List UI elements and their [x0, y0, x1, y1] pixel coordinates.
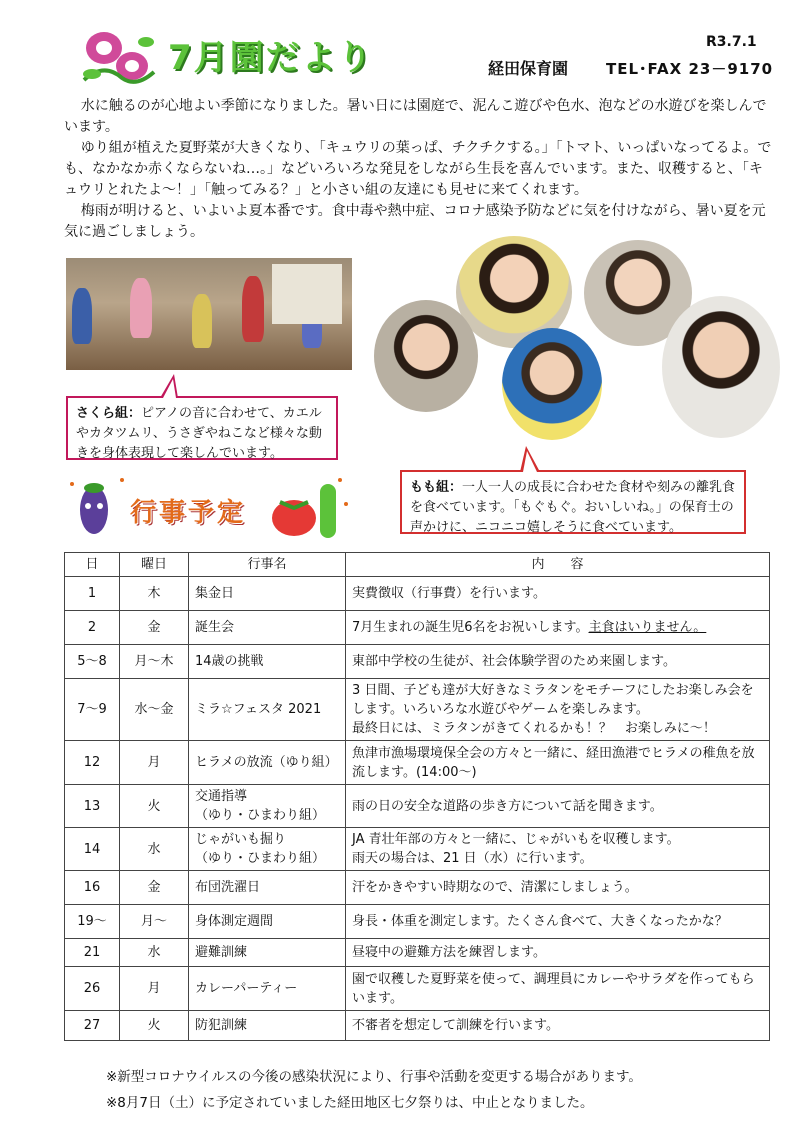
cell-day: 19～ [65, 905, 120, 939]
cell-event-name [189, 1011, 346, 1041]
momo-bubble-tail-inner [523, 451, 537, 472]
cell-content [346, 871, 770, 905]
header-content: 内 容 [346, 553, 770, 577]
morning-glory-logo-icon [74, 22, 164, 88]
event-name-line: 布団洗濯日 [195, 880, 261, 895]
page-title: 7月園だより [168, 38, 374, 78]
event-name-line: 身体測定週間 [195, 914, 274, 929]
header-day: 日 [65, 553, 120, 577]
content-line: 園で収穫した夏野菜を使って、調理員にカレーやサラダを作ってもらいます。 [352, 971, 755, 1006]
event-name-line: カレーパーティー [195, 981, 298, 996]
cell-content [346, 939, 770, 967]
event-name-line: （ゆり・ひまわり組） [195, 851, 326, 866]
cell-content [346, 679, 770, 741]
cell-weekday: 水 [120, 828, 189, 871]
momo-label: もも組： [410, 480, 463, 495]
content-line: 東部中学校の生徒が、社会体験学習のため来園します。 [352, 654, 676, 669]
cell-content [346, 967, 770, 1011]
cell-day: 2 [65, 611, 120, 645]
cell-content [346, 611, 770, 645]
event-name-line: ヒラメの放流（ゆり組） [195, 755, 338, 770]
cell-event-name [189, 679, 346, 741]
cell-weekday: 火 [120, 1011, 189, 1041]
table-row [65, 611, 770, 645]
table-row [65, 645, 770, 679]
momo-child-photo [374, 300, 478, 412]
cell-weekday: 金 [120, 871, 189, 905]
school-name: 経田保育園 [488, 59, 569, 78]
cell-day: 7～9 [65, 679, 120, 741]
content-line: 不審者を想定して訓練を行います。 [352, 1018, 559, 1033]
table-row [65, 905, 770, 939]
cell-day: 5～8 [65, 645, 120, 679]
banner-title: 行事予定 [130, 498, 247, 528]
sakura-caption [66, 396, 338, 460]
event-name-line: 14歳の挑戦 [195, 654, 264, 669]
table-row [65, 785, 770, 828]
cell-day: 12 [65, 741, 120, 785]
momo-child-photo [502, 328, 602, 440]
content-line: 最終日には、ミラタンがきてくれるかも！？ お楽しみに～！ [352, 721, 716, 736]
cell-content [346, 905, 770, 939]
sakura-class-photo [66, 258, 352, 370]
cell-event-name [189, 905, 346, 939]
cell-content [346, 645, 770, 679]
cell-day: 27 [65, 1011, 120, 1041]
cell-content [346, 785, 770, 828]
cell-weekday: 金 [120, 611, 189, 645]
content-line: 身長・体重を測定します。たくさん食べて、大きくなったかな？ [352, 914, 728, 929]
intro-paragraph: 水に触るのが心地よい季節になりました。暑い日には園庭で、泥んこ遊びや色水、泡などの水遊びを楽しんでいます。 [64, 98, 767, 135]
content-line: 7月生まれの誕生児6名をお祝いします。 [352, 620, 589, 635]
cell-weekday: 月～木 [120, 645, 189, 679]
table-row [65, 828, 770, 871]
momo-text: 一人一人の成長に合わせた食材や刻みの離乳食を食べています。「もぐもぐ。おいしいね。」の保育士の声かけに、ニコニコ嬉しそうに食べています。 [410, 480, 736, 535]
cell-event-name [189, 939, 346, 967]
note-line: ※8月7日（土）に予定されていました経田地区七夕祭りは、中止となりました。 [106, 1095, 594, 1111]
event-name-line: じゃがいも掘り [195, 832, 287, 847]
table-header-row [65, 553, 770, 577]
cell-event-name [189, 577, 346, 611]
cell-day: 26 [65, 967, 120, 1011]
cell-day: 14 [65, 828, 120, 871]
note-line: ※新型コロナウイルスの今後の感染状況により、行事や活動を変更する場合があります。 [106, 1069, 642, 1085]
cell-event-name [189, 871, 346, 905]
cell-weekday: 木 [120, 577, 189, 611]
content-line: 昼寝中の避難方法を練習します。 [352, 945, 546, 960]
table-row [65, 741, 770, 785]
table-row [65, 939, 770, 967]
sakura-label: さくら組： [76, 406, 142, 421]
cell-content [346, 741, 770, 785]
sakura-bubble-tail-inner [163, 379, 176, 398]
intro-paragraph: 梅雨が明けると、いよいよ夏本番です。食中毒や熱中症、コロナ感染予防などに気を付けながら、暑い夏を元気に過ごしましょう。 [64, 203, 766, 240]
table-row [65, 679, 770, 741]
table-row [65, 577, 770, 611]
cell-weekday: 月～ [120, 905, 189, 939]
intro-text [64, 96, 772, 243]
event-name-line: 避難訓練 [195, 945, 248, 960]
table-row [65, 1011, 770, 1041]
content-line: 実費徴収（行事費）を行います。 [352, 586, 546, 601]
cell-weekday: 火 [120, 785, 189, 828]
tel-fax: TEL･FAX 23－9170 [606, 60, 774, 78]
cell-weekday: 水 [120, 939, 189, 967]
cell-day: 13 [65, 785, 120, 828]
cell-content [346, 1011, 770, 1041]
cell-weekday: 水～金 [120, 679, 189, 741]
event-name-line: 防犯訓練 [195, 1018, 248, 1033]
cell-event-name [189, 828, 346, 871]
events-table [64, 552, 770, 1041]
event-name-line: 誕生会 [195, 620, 235, 635]
cell-content [346, 577, 770, 611]
momo-caption [400, 470, 746, 534]
cell-event-name [189, 741, 346, 785]
event-name-line: 集金日 [195, 586, 235, 601]
content-line: 3 日間、子ども達が大好きなミラタンをモチーフにしたお楽しみ会をします。いろいろな水遊びやゲームを楽しみます。 [352, 683, 754, 717]
cell-event-name [189, 785, 346, 828]
content-line: 雨天の場合は、21 日（水）に行います。 [352, 851, 593, 866]
footer-notes [106, 1064, 642, 1116]
cell-event-name [189, 967, 346, 1011]
event-name-line: （ゆり・ひまわり組） [195, 808, 326, 823]
momo-child-photo [662, 296, 780, 438]
content-line: 雨の日の安全な道路の歩き方について話を聞きます。 [352, 798, 663, 814]
content-underlined-note: 主食はいりません。 [588, 620, 707, 635]
cell-weekday: 月 [120, 741, 189, 785]
event-name-line: ミラ☆フェスタ 2021 [195, 702, 322, 717]
cell-content [346, 828, 770, 871]
content-line: JA 青壮年部の方々と一緒に、じゃがいもを収穫します。 [352, 832, 680, 847]
table-row [65, 967, 770, 1011]
content-line: 魚津市漁場環境保全会の方々と一緒に、経田漁港でヒラメの稚魚を放流します。(14:00～) [352, 745, 755, 780]
cell-day: 1 [65, 577, 120, 611]
cell-weekday: 月 [120, 967, 189, 1011]
event-name-line: 交通指導 [195, 789, 248, 804]
cell-event-name [189, 611, 346, 645]
cell-day: 16 [65, 871, 120, 905]
issue-date: R3.7.1 [706, 34, 757, 50]
header-weekday: 曜日 [120, 553, 189, 577]
header-event: 行事名 [189, 553, 346, 577]
sakura-text: ピアノの音に合わせて、カエルやカタツムリ、うさぎやねこなど様々な動きを身体表現して楽しんでいます。 [76, 406, 322, 461]
intro-paragraph: ゆり組が植えた夏野菜が大きくなり、「キュウリの葉っぱ、チクチクする。」「トマト、いっぱいなってるよ。でも、なかなか赤くならないね…。」などいろいろな発見をしながら生長を喜んでいます。また、収穫すると、「キュウリとれたよ～！」「触ってみる？」と小さい組の友達にも見せに来てくれます。 [64, 140, 772, 198]
table-row [65, 871, 770, 905]
cell-event-name [189, 645, 346, 679]
content-line: 汗をかきやすい時期なので、清潔にしましょう。 [352, 880, 638, 895]
cell-day: 21 [65, 939, 120, 967]
